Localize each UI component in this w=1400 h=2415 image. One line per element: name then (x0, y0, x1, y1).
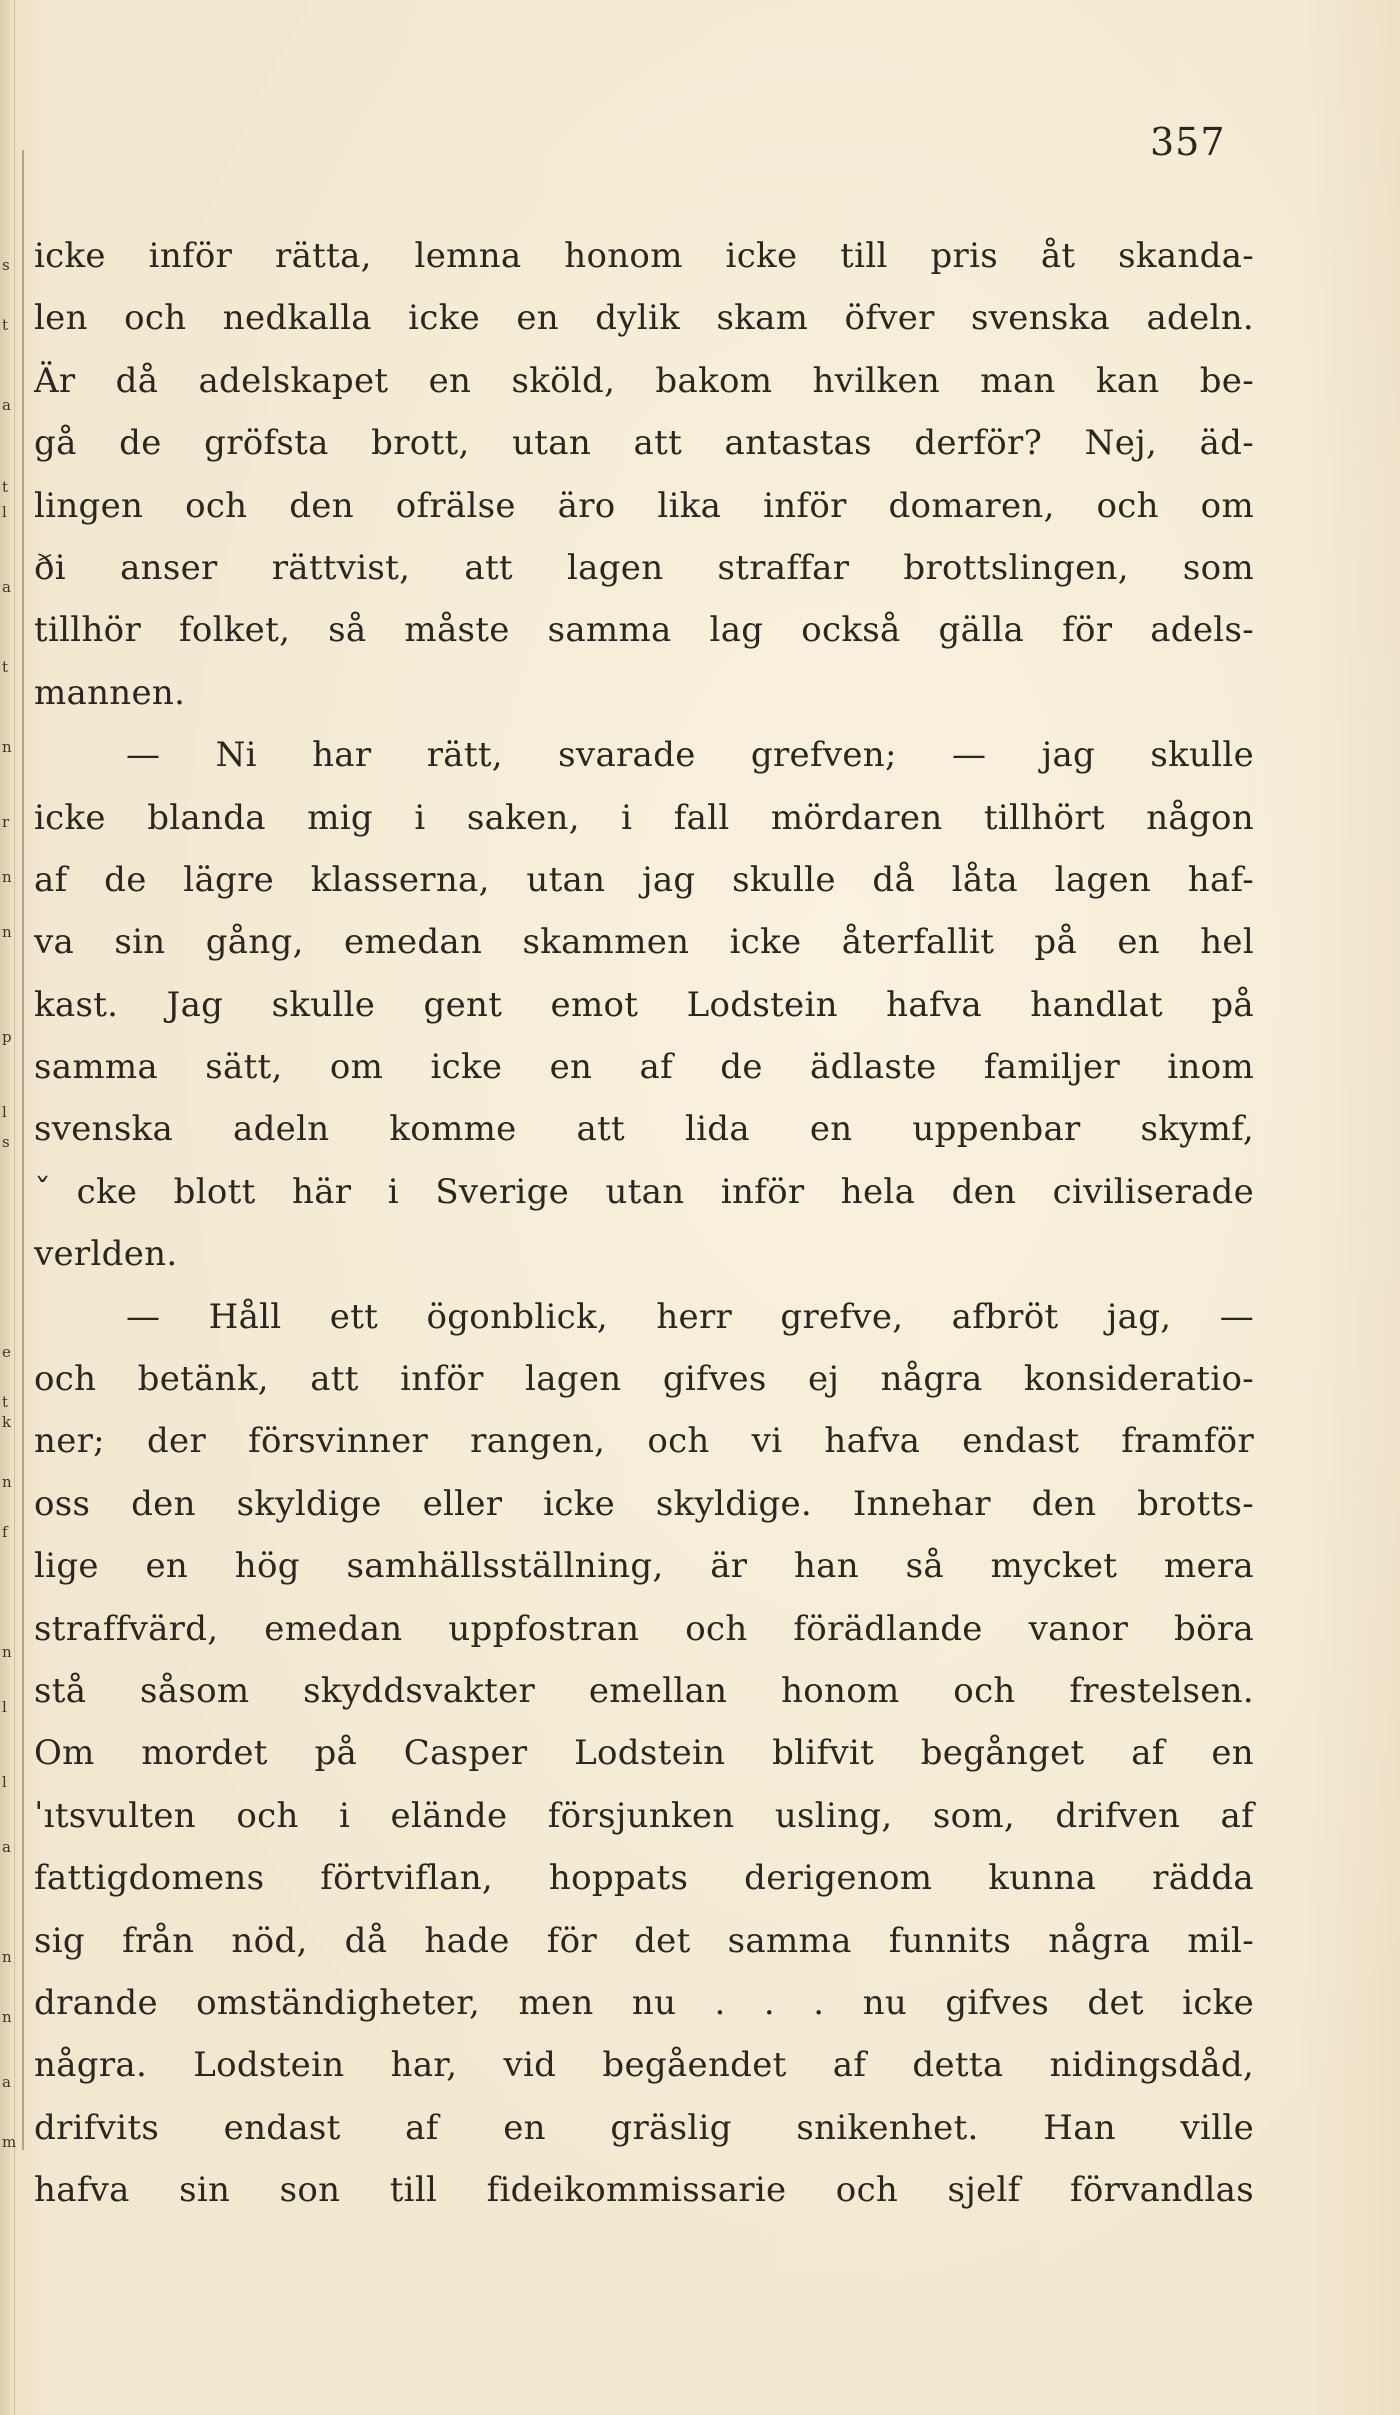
margin-fragment: s (2, 256, 10, 274)
text-line: svenska adeln komme att lida en uppenbar skymf, (34, 1109, 1254, 1150)
margin-fragment: k (2, 1413, 12, 1431)
text-line: len och nedkalla icke en dylik skam öfver svenska adeln. (34, 298, 1254, 339)
text-line: Är då adelskapet en sköld, bakom hvilken man kan be- (34, 360, 1254, 401)
page-gutter (0, 0, 15, 2415)
text-line: drifvits endast af en gräslig snikenhet. Han ville (34, 2107, 1254, 2148)
text-line: kast. Jag skulle gent emot Lodstein hafva handlat på (34, 984, 1254, 1025)
margin-rule (22, 150, 24, 2150)
text-line: ˇcke blott här i Sverige utan inför hela den civiliserade (34, 1171, 1254, 1212)
margin-fragment: t (2, 316, 9, 334)
text-line: — Håll ett ögonblick, herr grefve, afbröt jag, — (126, 1296, 1254, 1337)
margin-fragment: n (2, 923, 12, 941)
text-line: ði anser rättvist, att lagen straffar brottslingen, som (34, 547, 1254, 588)
margin-fragment: n (2, 738, 12, 756)
margin-fragment: t (2, 1393, 9, 1411)
text-line: verlden. (34, 1234, 178, 1275)
text-line: af de lägre klasserna, utan jag skulle då låta lagen haf- (34, 859, 1254, 900)
margin-fragment: n (2, 2008, 12, 2026)
text-line: straffvärd, emedan uppfostran och förädlande vanor böra (34, 1608, 1254, 1649)
margin-fragment: m (2, 2133, 17, 2151)
text-line: stå såsom skyddsvakter emellan honom och frestelsen. (34, 1670, 1254, 1711)
margin-fragment: f (2, 1523, 8, 1541)
margin-fragment: t (2, 658, 9, 676)
margin-fragment: e (2, 1343, 11, 1361)
text-line: lingen och den ofrälse äro lika inför domaren, och om (34, 485, 1254, 526)
text-line: några. Lodstein har, vid begåendet af detta nidingsdåd, (34, 2045, 1254, 2086)
text-line: tillhör folket, så måste samma lag också gälla för adels- (34, 610, 1254, 651)
margin-fragment: t (2, 478, 9, 496)
margin-fragment: n (2, 1643, 12, 1661)
margin-fragment: n (2, 1948, 12, 1966)
margin-fragment: r (2, 813, 10, 831)
margin-fragment: n (2, 1473, 12, 1491)
text-line: gå de gröfsta brott, utan att antastas derför? Nej, äd- (34, 423, 1254, 464)
text-line: ner; der försvinner rangen, och vi hafva endast framför (34, 1421, 1254, 1462)
text-line: oss den skyldige eller icke skyldige. Innehar den brotts- (34, 1483, 1254, 1524)
margin-fragment: a (2, 2073, 11, 2091)
text-line: sig från nöd, då hade för det samma funnits några mil- (34, 1920, 1254, 1961)
text-line: icke blanda mig i saken, i fall mördaren tillhört någon (34, 797, 1254, 838)
text-line: fattigdomens förtviflan, hoppats derigenom kunna rädda (34, 1858, 1254, 1899)
margin-fragment: n (2, 868, 12, 886)
margin-fragment: a (2, 578, 11, 596)
page-number: 357 (1150, 120, 1226, 164)
body-text (34, 225, 1254, 2222)
text-line: mannen. (34, 672, 186, 713)
margin-fragment: l (2, 1698, 7, 1716)
margin-fragment: s (2, 1133, 10, 1151)
margin-fragment: a (2, 1838, 11, 1856)
margin-fragment: l (2, 503, 7, 521)
margin-fragment: p (2, 1028, 12, 1046)
text-line: hafva sin son till fideikommissarie och sjelf förvandlas (34, 2170, 1254, 2211)
text-line: Om mordet på Casper Lodstein blifvit begånget af en (34, 1733, 1254, 1774)
text-line: samma sätt, om icke en af de ädlaste familjer inom (34, 1047, 1254, 1088)
text-line: va sin gång, emedan skammen icke återfallit på en hel (34, 922, 1254, 963)
margin-fragment: a (2, 396, 11, 414)
text-line: och betänk, att inför lagen gifves ej några konsideratio- (34, 1359, 1254, 1400)
text-line: ˈıtsvulten och i elände försjunken usling, som, drifven af (34, 1795, 1254, 1836)
text-line: — Ni har rätt, svarade grefven; — jag skulle (126, 735, 1254, 776)
margin-fragment: l (2, 1773, 7, 1791)
margin-fragment: l (2, 1103, 7, 1121)
text-line: icke inför rätta, lemna honom icke till pris åt skanda- (34, 236, 1254, 276)
text-line: drande omständigheter, men nu . . . nu gifves det icke (34, 1982, 1254, 2023)
text-line: lige en hög samhällsställning, är han så mycket mera (34, 1546, 1254, 1587)
